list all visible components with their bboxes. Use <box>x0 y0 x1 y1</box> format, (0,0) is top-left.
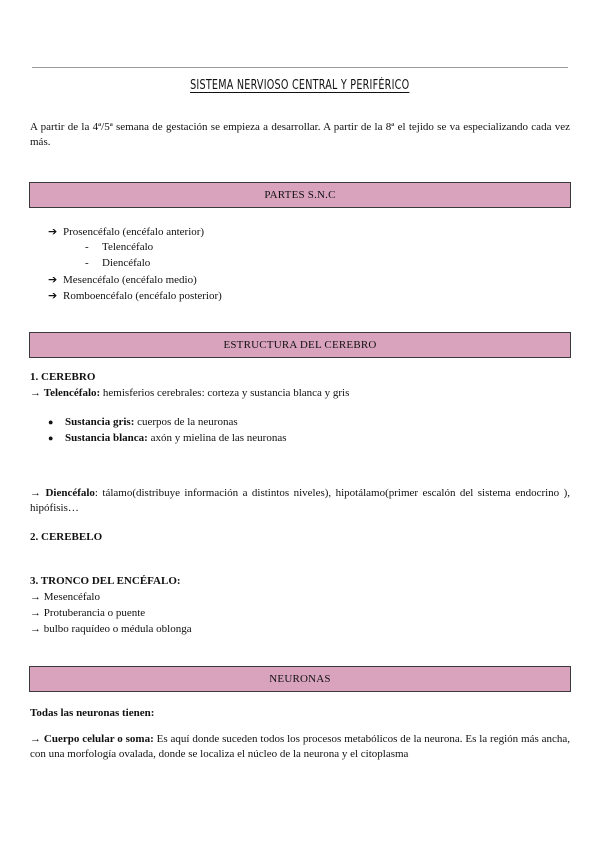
section-heading-estructura: ESTRUCTURA DEL CEREBRO <box>29 332 571 358</box>
telencefalo-line: → Telencéfalo: hemisferios cerebrales: corteza y sustancia blanca y gris <box>30 387 350 399</box>
arrow-icon: → <box>30 607 41 619</box>
top-rule <box>32 67 568 68</box>
arrow-icon: → <box>30 387 41 399</box>
arrow-icon: ➔ <box>48 273 58 286</box>
bullet-icon: ● <box>48 433 54 443</box>
sub-list-item: - Telencéfalo <box>85 241 154 253</box>
list-item: ● Sustancia gris: cuerpos de la neuronas <box>48 416 238 428</box>
sub-list-item: - Diencéfalo <box>85 257 151 269</box>
list-item: → Mesencéfalo <box>30 591 100 603</box>
page-title: SISTEMA NERVIOSO CENTRAL Y PERIFÉRICO <box>190 78 410 93</box>
tronco-title: 3. TRONCO DEL ENCÉFALO: <box>30 575 181 587</box>
arrow-icon: → <box>30 623 41 635</box>
cerebelo-title: 2. CEREBELO <box>30 531 103 543</box>
list-item: ➔ Mesencéfalo (encéfalo medio) <box>48 273 197 286</box>
partes-list <box>48 224 222 304</box>
sustancia-list <box>48 415 287 447</box>
list-item: ● Sustancia blanca: axón y mielina de las neuronas <box>48 432 287 444</box>
arrow-icon: → <box>30 591 41 603</box>
intro-paragraph: A partir de la 4ª/5ª semana de gestación se empieza a desarrollar. A partir de la 8ª el tejido se va especializando cada vez más. <box>30 121 570 148</box>
list-item: → Protuberancia o puente <box>30 607 146 619</box>
list-item: → bulbo raquídeo o médula oblonga <box>30 623 192 635</box>
arrow-icon: ➔ <box>48 225 58 238</box>
arrow-icon: → <box>30 733 41 745</box>
neuronas-lead: Todas las neuronas tienen: <box>30 707 155 719</box>
arrow-icon: → <box>30 487 41 499</box>
diencefalo-paragraph: → Diencéfalo: tálamo(distribuye información a distintos niveles), hipotálamo(primer escalón del sistema endocrino ), hipófisis… <box>30 487 571 514</box>
dash-icon: - <box>85 257 89 269</box>
list-item: ➔ Romboencéfalo (encéfalo posterior) <box>48 289 222 302</box>
dash-icon: - <box>85 241 89 253</box>
cerebro-title: 1. CEREBRO <box>30 371 96 383</box>
cuerpo-paragraph: → Cuerpo celular o soma: Es aquí donde suceden todos los procesos metabólicos de la neurona. Es la región más ancha, con una morfología ovalada, donde se localiza el núcleo de la neurona y el citoplasma <box>30 733 571 760</box>
list-item: ➔ Prosencéfalo (encéfalo anterior) <box>48 225 205 238</box>
arrow-icon: ➔ <box>48 289 58 302</box>
bullet-icon: ● <box>48 417 54 427</box>
section-heading-neuronas: NEURONAS <box>29 666 571 692</box>
section-heading-partes-snc: PARTES S.N.C <box>29 182 571 208</box>
